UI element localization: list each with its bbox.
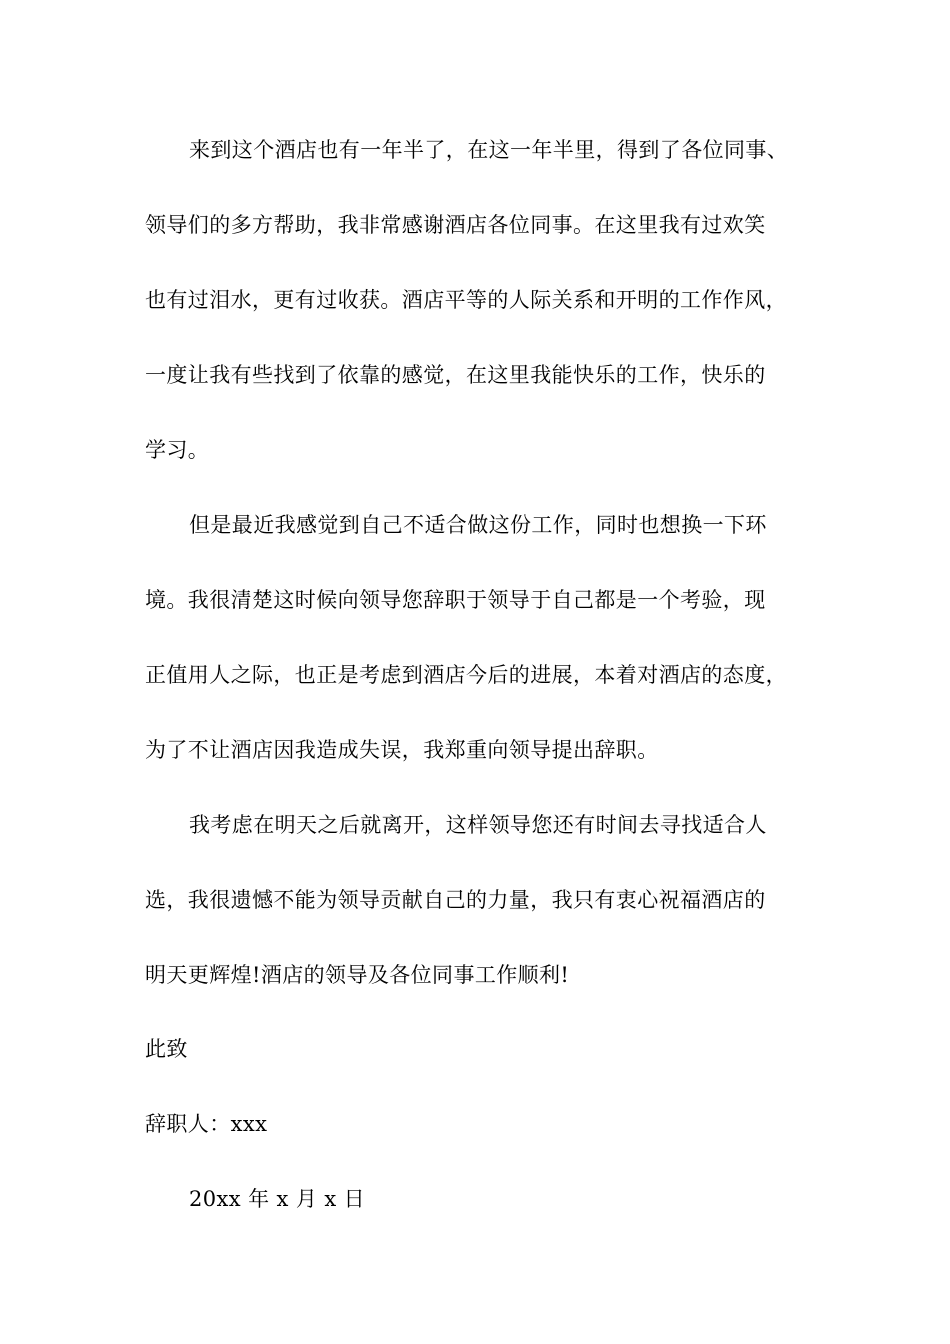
paragraph-3-line-3: 明天更辉煌!酒店的领导及各位同事工作顺利! <box>145 963 570 987</box>
paragraph-3-line-1: 我考虑在明天之后就离开，这样领导您还有时间去寻找适合人 <box>189 813 767 837</box>
paragraph-2-line-1: 但是最近我感觉到自己不适合做这份工作，同时也想换一下环 <box>189 513 767 537</box>
closing-text: 此致 <box>145 1037 188 1061</box>
paragraph-3-line-2: 选，我很遗憾不能为领导贡献自己的力量，我只有衷心祝福酒店的 <box>145 888 766 912</box>
paragraph-1-line-1: 来到这个酒店也有一年半了，在这一年半里，得到了各位同事、 <box>189 138 789 162</box>
signature-text: 辞职人：xxx <box>145 1112 268 1136</box>
paragraph-2-line-3: 正值用人之际，也正是考虑到酒店今后的进展，本着对酒店的态度， <box>145 663 787 687</box>
paragraph-2-line-2: 境。我很清楚这时候向领导您辞职于领导于自己都是一个考验，现 <box>145 588 766 612</box>
date-text: 20xx 年 x 月 x 日 <box>189 1187 366 1211</box>
paragraph-1-line-5: 学习。 <box>145 438 210 462</box>
paragraph-1-line-3: 也有过泪水，更有过收获。酒店平等的人际关系和开明的工作作风， <box>145 288 787 312</box>
paragraph-1-line-2: 领导们的多方帮助，我非常感谢酒店各位同事。在这里我有过欢笑 <box>145 213 766 237</box>
paragraph-2-line-4: 为了不让酒店因我造成失误，我郑重向领导提出辞职。 <box>145 738 659 762</box>
paragraph-1-line-4: 一度让我有些找到了依靠的感觉，在这里我能快乐的工作，快乐的 <box>145 363 766 387</box>
